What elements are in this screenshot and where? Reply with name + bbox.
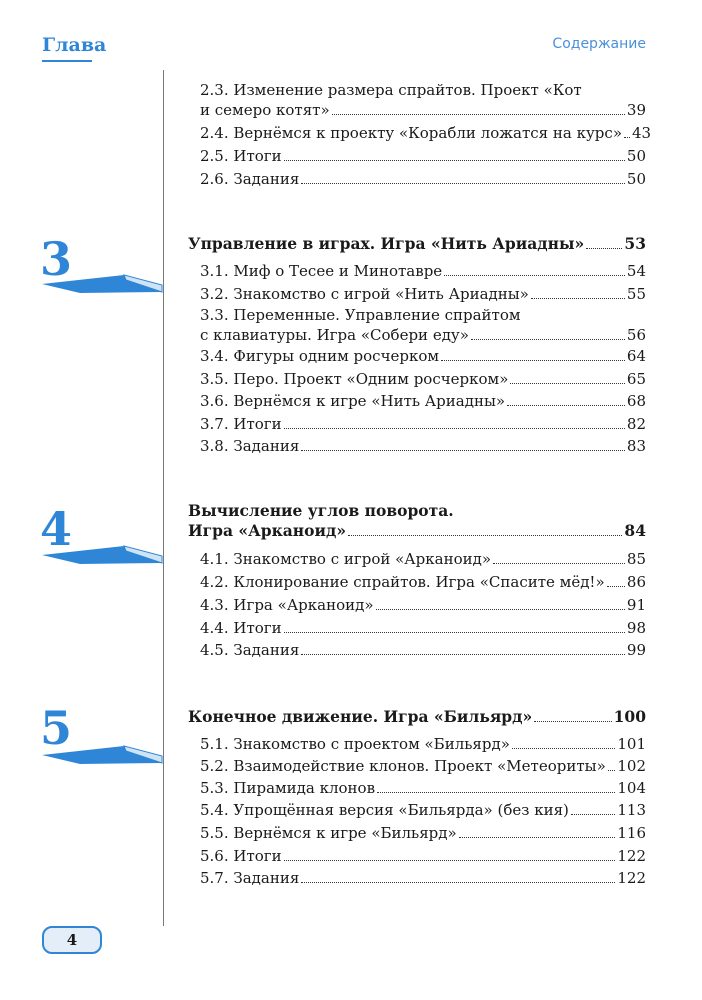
leader-dots: [301, 183, 625, 184]
toc-entry-page: 98: [626, 619, 646, 637]
toc-entry-page: 104: [617, 779, 646, 797]
toc-entry-4-5[interactable]: [200, 640, 646, 660]
toc-entry-page: 55: [626, 285, 646, 303]
toc-entry-4-1[interactable]: [200, 549, 646, 569]
toc-entry-line1: 3.3. Переменные. Управление спрайтом: [200, 306, 521, 324]
toc-entry-title: 4.2. Клонирование спрайтов. Игра «Спасите мёд!»: [200, 573, 605, 591]
toc-chapter-title: Конечное движение. Игра «Бильярд»: [188, 707, 533, 726]
toc-entry-4-3[interactable]: [200, 595, 646, 615]
toc-entry-page: 50: [626, 170, 646, 188]
toc-entry-title: и семеро котят»: [200, 101, 330, 119]
toc-entry-title: 3.7. Итоги: [200, 415, 282, 433]
toc-entry-3-4[interactable]: [200, 346, 646, 366]
leader-dots: [471, 339, 625, 340]
leader-dots: [510, 383, 625, 384]
toc-entry-title: 5.3. Пирамида клонов: [200, 779, 376, 797]
toc-entry-line1: 2.3. Изменение размера спрайтов. Проект «Кот: [200, 81, 582, 99]
toc-entry-title: 5.2. Взаимодействие клонов. Проект «Метеориты»: [200, 757, 606, 775]
toc-entry-page: 54: [626, 262, 646, 280]
toc-entry-title: 2.4. Вернёмся к проекту «Корабли ложатся на курс»: [200, 124, 622, 142]
toc-chapter-title: Управление в играх. Игра «Нить Ариадны»: [188, 234, 585, 253]
toc-entry-5-2[interactable]: [200, 756, 646, 776]
toc-entry-page: 83: [626, 437, 646, 455]
leader-dots: [284, 428, 625, 429]
toc-entry-title: 4.5. Задания: [200, 641, 300, 659]
toc-chapter-3[interactable]: [188, 234, 646, 254]
toc-entry-title: 3.2. Знакомство с игрой «Нить Ариадны»: [200, 285, 529, 303]
leader-dots: [376, 609, 625, 610]
toc-entry-page: 43: [632, 124, 652, 142]
toc-entry-title: 4.1. Знакомство с игрой «Арканоид»: [200, 550, 492, 568]
toc-entry-3-6[interactable]: [200, 391, 646, 411]
toc-entry-2-6[interactable]: [200, 169, 646, 189]
toc-entry-title: 5.7. Задания: [200, 869, 300, 887]
chapter-arrow-icon: [40, 741, 165, 771]
toc-entry-title: 5.6. Итоги: [200, 847, 282, 865]
toc-entry-page: 101: [617, 735, 646, 753]
toc-entry-5-5[interactable]: [200, 823, 646, 843]
toc-entry-page: 68: [626, 392, 646, 410]
toc-entry-title: 3.5. Перо. Проект «Одним росчерком»: [200, 370, 509, 388]
toc-entry-page: 85: [626, 550, 646, 568]
toc-entry-title: 4.4. Итоги: [200, 619, 282, 637]
leader-dots: [459, 837, 616, 838]
chapter-arrow-icon: [40, 541, 165, 571]
toc-entry-3-7[interactable]: [200, 414, 646, 434]
toc-chapter-page: 53: [624, 234, 646, 253]
toc-entry-3-1[interactable]: [200, 261, 646, 281]
toc-entry-title: 2.5. Итоги: [200, 147, 282, 165]
leader-dots: [534, 721, 611, 722]
toc-entry-5-7[interactable]: [200, 868, 646, 888]
toc-entry-page: 102: [617, 757, 646, 775]
toc-chapter-title: Игра «Арканоид»: [188, 521, 347, 540]
page-number-badge: 4: [42, 926, 102, 954]
toc-chapter-page: 84: [624, 521, 646, 540]
leader-dots: [284, 860, 616, 861]
toc-chapter-4[interactable]: [188, 501, 646, 541]
toc-entry-5-4[interactable]: [200, 800, 646, 820]
toc-entry-4-2[interactable]: [200, 572, 646, 592]
toc-entry-page: 91: [626, 596, 646, 614]
leader-dots: [441, 360, 625, 361]
chapter-number-3: 3: [40, 232, 73, 286]
toc-chapter-5[interactable]: [188, 707, 646, 727]
toc-entry-2-3[interactable]: [200, 80, 646, 120]
toc-entry-page: 113: [617, 801, 646, 819]
toc-entry-page: 82: [626, 415, 646, 433]
toc-entry-title: 3.8. Задания: [200, 437, 300, 455]
leader-dots: [348, 535, 622, 536]
toc-entry-page: 65: [626, 370, 646, 388]
toc-entry-title: 5.5. Вернёмся к игре «Бильярд»: [200, 824, 457, 842]
leader-dots: [493, 563, 625, 564]
toc-entry-title: 3.4. Фигуры одним росчерком: [200, 347, 440, 365]
toc-entry-page: 39: [626, 101, 646, 119]
chapter-number-4: 4: [40, 502, 73, 556]
leader-dots: [301, 654, 625, 655]
leader-dots: [607, 586, 625, 587]
leader-dots: [624, 137, 630, 138]
toc-entry-3-3[interactable]: [200, 305, 646, 345]
toc-entry-4-4[interactable]: [200, 618, 646, 638]
header-underline: [42, 60, 92, 62]
toc-entry-3-5[interactable]: [200, 369, 646, 389]
toc-entry-5-6[interactable]: [200, 846, 646, 866]
leader-dots: [531, 298, 625, 299]
chapter-number-5: 5: [40, 701, 73, 755]
toc-entry-title: 5.4. Упрощённая версия «Бильярда» (без кия): [200, 801, 569, 819]
toc-entry-page: 99: [626, 641, 646, 659]
leader-dots: [332, 114, 625, 115]
leader-dots: [301, 450, 625, 451]
leader-dots: [444, 275, 625, 276]
leader-dots: [512, 748, 615, 749]
toc-entry-title: с клавиатуры. Игра «Собери еду»: [200, 326, 469, 344]
toc-chapter-line1: Вычисление углов поворота.: [188, 501, 454, 520]
chapter-arrow-icon: [40, 270, 165, 300]
chapter-header-label: Глава: [42, 34, 107, 56]
toc-entry-page: 122: [617, 869, 646, 887]
toc-entry-2-5[interactable]: [200, 146, 646, 166]
vertical-divider: [163, 70, 164, 926]
toc-entry-title: 4.3. Игра «Арканоид»: [200, 596, 374, 614]
contents-header-label: Содержание: [552, 36, 646, 52]
toc-entry-3-8[interactable]: [200, 436, 646, 456]
leader-dots: [571, 814, 615, 815]
leader-dots: [507, 405, 625, 406]
toc-entry-5-1[interactable]: [200, 734, 646, 754]
toc-entry-title: 2.6. Задания: [200, 170, 300, 188]
toc-entry-page: 122: [617, 847, 646, 865]
toc-entry-page: 86: [626, 573, 646, 591]
toc-entry-5-3[interactable]: [200, 778, 646, 798]
toc-entry-page: 64: [626, 347, 646, 365]
leader-dots: [586, 248, 622, 249]
toc-entry-2-4[interactable]: [200, 123, 652, 143]
toc-entry-page: 116: [617, 824, 646, 842]
toc-entry-3-2[interactable]: [200, 284, 646, 304]
toc-entry-title: 3.1. Миф о Тесее и Минотавре: [200, 262, 443, 280]
leader-dots: [608, 770, 616, 771]
toc-chapter-page: 100: [613, 707, 646, 726]
toc-entry-page: 50: [626, 147, 646, 165]
leader-dots: [301, 882, 615, 883]
leader-dots: [377, 792, 615, 793]
toc-entry-title: 3.6. Вернёмся к игре «Нить Ариадны»: [200, 392, 506, 410]
toc-entry-title: 5.1. Знакомство с проектом «Бильярд»: [200, 735, 510, 753]
toc-entry-page: 56: [626, 326, 646, 344]
leader-dots: [284, 632, 625, 633]
leader-dots: [284, 160, 625, 161]
